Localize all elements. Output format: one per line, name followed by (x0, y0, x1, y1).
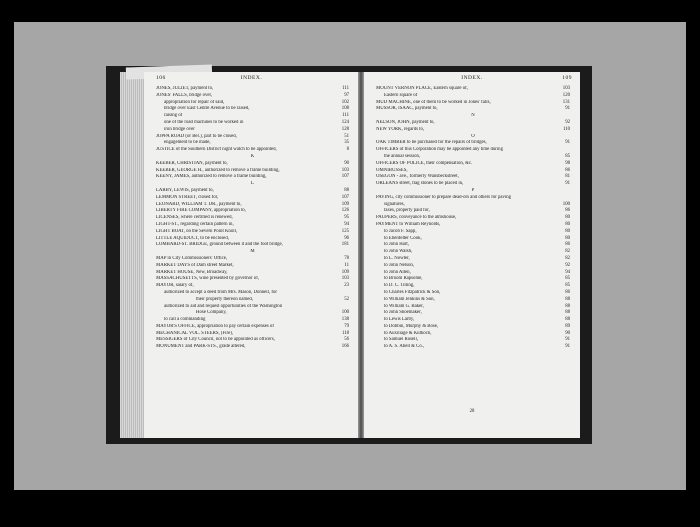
index-letter-heading (376, 188, 570, 195)
index-entry-text: to call a commanding (164, 317, 206, 323)
left-running-title: INDEX. (240, 75, 263, 81)
index-entry-text: MESSIGERS of City Council, not to be appointed as officers, (156, 337, 275, 343)
index-entry (376, 106, 570, 113)
index-entry-page-ref: 125 (341, 228, 349, 234)
index-entry-page-ref: 8 (346, 147, 349, 153)
index-entry-page-ref: 108 (341, 106, 349, 112)
index-entry (156, 86, 349, 93)
index-entry-text: ORLEANS street, flag stones to be placed in, (376, 181, 464, 187)
index-entry-text: Hose Company, (196, 310, 227, 316)
index-entry (156, 236, 349, 243)
index-entry (376, 344, 570, 351)
index-entry-text: MAP in City Commissioners' Office, (156, 255, 228, 261)
index-entry-page-ref: 89 (565, 323, 570, 329)
index-entry (376, 304, 570, 311)
index-entry-text: M (250, 249, 255, 255)
index-entry (156, 297, 349, 304)
index-entry (156, 140, 349, 147)
index-entry (376, 290, 570, 297)
index-entry-text: OMNIBUSSES, (376, 167, 408, 173)
index-entry-text: NELSON, JOHN, payment to, (376, 119, 435, 125)
right-page-number: 109 (562, 75, 572, 81)
index-entry (156, 324, 349, 331)
index-entry-text: LIBERTY FIRE COMPANY, appropriation to, (156, 208, 246, 214)
index-entry-text: O (471, 133, 475, 139)
index-entry (376, 86, 570, 93)
index-entry (156, 263, 349, 270)
index-entry-page-ref: 88 (565, 310, 570, 316)
index-letter-heading (376, 113, 570, 120)
index-entry-text: LARBY, LEWIS, payment to, (156, 187, 214, 193)
index-entry-text: MARKET HOUSE, New, Broadway, (156, 269, 228, 275)
index-entry-text: their property thereon named, (196, 296, 254, 302)
index-entry (156, 195, 349, 202)
index-entry (376, 256, 570, 263)
index-entry-page-ref: 126 (341, 208, 349, 214)
index-entry-page-ref: 103 (341, 276, 349, 282)
index-entry-text: PAYMENT to William Reynolds, (376, 221, 441, 227)
index-entry (156, 202, 349, 209)
index-entry-page-ref: 110 (562, 126, 570, 132)
index-entry (156, 310, 349, 317)
index-entry-text: LITTLE AQUIDUCT, to be enclosed, (156, 235, 229, 241)
index-entry (376, 310, 570, 317)
right-page (364, 72, 580, 438)
index-entry-text: Eastern square of (384, 92, 418, 98)
index-entry (156, 147, 349, 154)
index-entry (156, 337, 349, 344)
index-entry-text: to Samuel Rosell, (384, 337, 418, 343)
index-entry (376, 140, 570, 147)
index-entry-text: iron bridge over (164, 126, 195, 132)
index-entry-page-ref: 82 (565, 249, 570, 255)
index-entry (376, 147, 570, 154)
index-entry (376, 100, 570, 107)
index-entry (376, 208, 570, 215)
index-entry-page-ref: 86 (565, 208, 570, 214)
index-entry (376, 229, 570, 236)
index-entry (156, 290, 349, 297)
index-entry (156, 283, 349, 290)
index-entry (376, 93, 570, 100)
index-entry-text: LOMBARD-ST. BRIDGE, ground between it and the foot bridge, (156, 242, 283, 248)
index-entry-text: JONES, JULIET, payment to, (156, 86, 214, 91)
index-entry-text: to Jacob F. Sapp, (384, 228, 417, 234)
index-entry-text: JONES' FALLS, bridge over, (156, 92, 213, 98)
index-entry-text: engagement to be made, (164, 140, 211, 146)
index-letter-heading (156, 249, 349, 256)
index-entry-text: to John Shoemaker, (384, 310, 422, 316)
index-entry-page-ref: 100 (562, 201, 570, 207)
index-entry-text: to John Nelson, (384, 262, 414, 268)
index-entry-text: LIGHT BOAT, on the Severn Point Knoll, (156, 228, 238, 234)
index-entry-page-ref: 35 (344, 140, 349, 146)
index-entry-page-ref: 124 (341, 119, 349, 125)
index-entry-page-ref: 81 (565, 174, 570, 180)
index-entry-text: to Charles Fitzpatrick & Son, (384, 289, 441, 295)
index-entry (156, 106, 349, 113)
index-entry-text: NEW YORK, regards to, (376, 126, 425, 132)
index-entry-text: MASSACHUSETTS, wine presented by governor of, (156, 276, 259, 282)
index-entry-page-ref: 128 (341, 126, 349, 132)
index-entry (156, 174, 349, 181)
index-entry-page-ref: 78 (344, 255, 349, 261)
index-entry-page-ref: 86 (565, 242, 570, 248)
index-entry-text: raising of (164, 113, 183, 119)
index-entry (156, 215, 349, 222)
index-entry-page-ref: 96 (344, 235, 349, 241)
index-entry-text: MUD MACHINE, one of them to be worked in Jones' falls, (376, 99, 491, 105)
index-entry (376, 181, 570, 188)
index-entry-text: to John Allen, (384, 269, 411, 275)
index-entry (376, 283, 570, 290)
index-entry-page-ref: 52 (344, 296, 349, 302)
index-entry (156, 222, 349, 229)
index-entry-text: P (471, 187, 475, 193)
index-entry-page-ref: 98 (565, 160, 570, 166)
index-entry (376, 337, 570, 344)
index-entry-page-ref: 91 (565, 344, 570, 350)
index-entry-text: bridge over East Centre Avenue to be raised, (164, 106, 250, 112)
index-entry-page-ref: 80 (565, 221, 570, 227)
index-entry-text: authorized to accept a deed from Mrs. Mason, Donnell, for (164, 289, 277, 295)
index-entry (156, 93, 349, 100)
index-entry-text: appropriation for repair of said, (164, 99, 225, 105)
signature-mark: 28 (469, 409, 475, 414)
index-entry (376, 276, 570, 283)
index-entry (376, 297, 570, 304)
index-entry-text: MUSSOR, ISAAC, payment to, (376, 106, 438, 112)
index-entry-text: OSEGON - ave., formerly Wansbeckstreet, (376, 174, 459, 180)
index-entry-text: PAUPERS, conveyance to the almshouse, (376, 215, 457, 221)
index-entry-text: LEONARD, WILLIAM T. DR., payment to, (156, 201, 242, 207)
index-entry (156, 276, 349, 283)
index-entry-page-ref: 118 (341, 330, 349, 336)
index-entry (156, 344, 349, 351)
index-entry-page-ref: 91 (565, 181, 570, 187)
index-entry (376, 127, 570, 134)
index-entry-page-ref: 88 (344, 187, 349, 193)
index-entry-page-ref: 109 (341, 269, 349, 275)
left-index-list (156, 86, 349, 351)
index-letter-heading (156, 181, 349, 188)
index-entry-text: to Lewis Larby, (384, 317, 415, 323)
right-index-list (376, 86, 570, 351)
index-entry-page-ref: 82 (565, 255, 570, 261)
index-entry (156, 127, 349, 134)
index-entry-text: KEEBER, CHRISTIAN, payment to, (156, 160, 228, 166)
index-entry-text: one of the road machines to be worked in (164, 119, 244, 125)
index-entry-text: to Auxiliage & Kuthoch, (384, 330, 432, 336)
index-entry-page-ref: 94 (565, 269, 570, 275)
index-entry-text: to Dobbin, Murphy & Bose, (384, 323, 439, 329)
index-entry-page-ref: 80 (565, 235, 570, 241)
index-entry-text: the annual session, (384, 153, 421, 159)
index-entry-text: to A. S. Abell & Co., (384, 344, 425, 350)
index-entry-text: OFFICERS of this Corporation may be appointed any time during (376, 147, 503, 153)
index-entry (156, 168, 349, 175)
index-entry-text: to Broom Rapsome, (384, 276, 423, 282)
index-entry (156, 100, 349, 107)
index-entry (376, 317, 570, 324)
index-entry-page-ref: 85 (565, 283, 570, 289)
page-edges (120, 72, 144, 438)
index-entry (376, 168, 570, 175)
index-entry (376, 161, 570, 168)
index-entry-page-ref: 79 (344, 323, 349, 329)
index-entry-page-ref: 103 (341, 167, 349, 173)
index-entry (156, 256, 349, 263)
index-entry-text: to William G. Baker, (384, 303, 424, 309)
index-entry (376, 202, 570, 209)
index-entry-page-ref: 23 (344, 283, 349, 289)
index-entry-page-ref: 94 (344, 221, 349, 227)
index-entry-text: to L. Nowter, (384, 255, 410, 261)
left-page (144, 72, 359, 438)
index-entry-text: to William Jenkins & Son, (384, 296, 435, 302)
index-entry (156, 242, 349, 249)
index-entry (156, 188, 349, 195)
index-entry-text: JOPPA ROAD (or Bel.), part to be closed, (156, 133, 237, 139)
index-entry-page-ref: 88 (565, 317, 570, 323)
index-entry (376, 154, 570, 161)
index-entry (376, 222, 570, 229)
right-running-title: INDEX. (461, 75, 483, 81)
index-entry (156, 304, 349, 311)
index-entry-page-ref: 90 (344, 160, 349, 166)
index-entry-text: to Ebenfelter Cook, (384, 235, 422, 241)
index-entry-page-ref: 109 (341, 201, 349, 207)
index-entry-page-ref: 91 (565, 106, 570, 112)
index-entry (376, 215, 570, 222)
index-entry (156, 270, 349, 277)
left-running-head (144, 75, 359, 85)
index-entry-page-ref: 100 (341, 310, 349, 316)
index-entry-page-ref: 92 (565, 262, 570, 268)
index-entry-page-ref: 95 (344, 215, 349, 221)
index-entry-page-ref: 86 (565, 289, 570, 295)
index-entry-text: KEENY, JAMES, authorized to remove a frame building, (156, 174, 267, 180)
index-entry-text: MONUMENT and PARK-STS., grade altered, (156, 344, 246, 350)
index-entry (376, 195, 570, 202)
index-entry-text: MAYOR, salary of, (156, 283, 194, 289)
index-entry-page-ref: 80 (565, 228, 570, 234)
index-entry-text: signatures, (384, 201, 405, 207)
index-entry-page-ref: 181 (341, 242, 349, 248)
left-page-number: 106 (156, 75, 166, 81)
index-entry-page-ref: 107 (341, 194, 349, 200)
index-entry-page-ref: 102 (341, 99, 349, 105)
index-entry-page-ref: 138 (341, 317, 349, 323)
index-entry (376, 270, 570, 277)
index-entry (156, 208, 349, 215)
index-entry-page-ref: 85 (565, 276, 570, 282)
index-entry-text: JUSTICE of the Southern District night watch to be appointed, (156, 147, 277, 153)
index-entry-page-ref: 91 (565, 140, 570, 146)
index-entry-text: OFFICERS OF POLICE, their compensation, &c. (376, 160, 473, 166)
index-entry-page-ref: 166 (341, 344, 349, 350)
index-entry-text: to John Walsh, (384, 249, 413, 255)
index-entry (376, 120, 570, 127)
index-entry-text: MAYOR'S OFFICE, appropriation to pay certain expenses of (156, 323, 274, 329)
index-entry (376, 263, 570, 270)
index-entry-page-ref: 90 (565, 330, 570, 336)
index-entry (376, 331, 570, 338)
index-entry (376, 242, 570, 249)
index-entry (156, 317, 349, 324)
index-entry (156, 161, 349, 168)
index-entry-page-ref: 97 (344, 92, 349, 98)
index-entry (156, 120, 349, 127)
index-entry-page-ref: 85 (565, 153, 570, 159)
index-entry (376, 249, 570, 256)
index-entry-page-ref: 88 (565, 296, 570, 302)
index-entry-text: to D. C. Tilling, (384, 283, 415, 289)
index-entry-text: OAK TIMBER to be purchased for the repairs of bridges, (376, 140, 487, 146)
index-entry-text: PAVING, city commissioner to prepare dead-ors and others for paving (376, 194, 512, 200)
index-entry-text: K (250, 153, 255, 159)
index-entry (376, 174, 570, 181)
index-entry (376, 236, 570, 243)
index-entry (156, 229, 349, 236)
index-entry-page-ref: 91 (565, 337, 570, 343)
index-entry (376, 324, 570, 331)
index-entry-page-ref: 111 (342, 86, 349, 91)
index-entry-text: LIGHT-ST., regarding certain pattern in, (156, 221, 234, 227)
index-entry-page-ref: 107 (341, 174, 349, 180)
index-entry (156, 134, 349, 141)
index-entry-page-ref: 86 (565, 167, 570, 173)
index-letter-heading (376, 134, 570, 141)
index-letter-heading (156, 154, 349, 161)
right-running-head (364, 75, 580, 85)
index-entry-page-ref: 111 (342, 113, 349, 119)
index-entry (156, 331, 349, 338)
index-entry-text: MECHANICAL VOL. STEERS, (Fire), (156, 330, 234, 336)
index-entry-page-ref: 88 (565, 303, 570, 309)
index-entry-page-ref: 11 (344, 262, 349, 268)
index-entry-page-ref: 80 (565, 215, 570, 221)
index-entry (156, 113, 349, 120)
index-entry-text: N (471, 113, 475, 119)
index-entry-page-ref: 103 (562, 86, 570, 91)
index-entry-text: L (251, 181, 254, 187)
index-entry-text: LEMMON STREET, closed for, (156, 194, 219, 200)
index-entry-page-ref: 92 (565, 119, 570, 125)
index-entry-page-ref: 51 (344, 133, 349, 139)
index-entry-page-ref: 131 (562, 99, 570, 105)
index-entry-text: MOUNT VERNON PLACE, Eastern square of, (376, 86, 468, 91)
index-entry-text: MARKET DAYS of Dam street Market, (156, 262, 234, 268)
index-entry-text: to John Hart, (384, 242, 409, 248)
index-entry-text: authorized to aid and request opportunities of the Washington (164, 303, 283, 309)
index-entry-page-ref: 56 (344, 337, 349, 343)
index-entry-text: taxes, property paid for, (384, 208, 430, 214)
index-entry-text: LICENSES, where certified is renewed, (156, 215, 233, 221)
index-entry-page-ref: 120 (562, 92, 570, 98)
index-entry-text: KEEBER, GEORGE H., authorized to remove a frame building, (156, 167, 280, 173)
